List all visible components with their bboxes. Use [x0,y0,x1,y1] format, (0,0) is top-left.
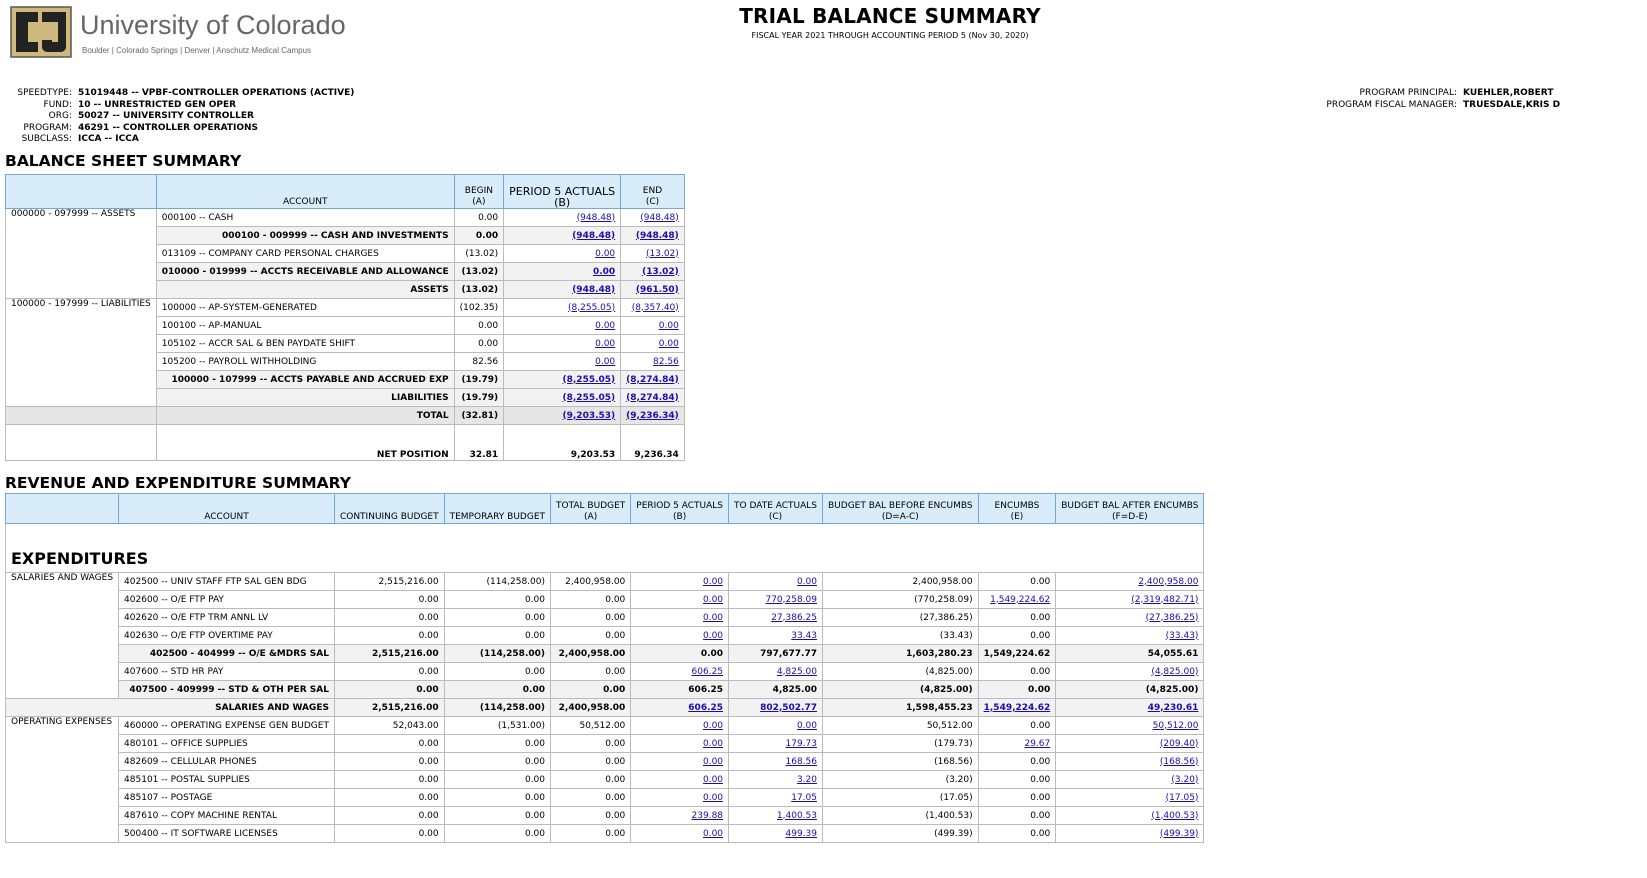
period-link[interactable]: 0.00 [702,792,724,803]
period-cell [631,825,729,843]
todate-cell [729,663,823,681]
todate-link[interactable]: 33.43 [791,630,817,641]
period-link[interactable]: 0.00 [702,594,724,605]
total-budget-cell: 0.00 [551,789,631,807]
begin-cell: 82.56 [454,353,504,371]
period-link[interactable]: 0.00 [595,320,616,331]
bal-after-cell [1056,753,1204,771]
account-cell: 402620 -- O/E FTP TRM ANNL LV [119,609,335,627]
bal-before-cell: 2,400,958.00 [823,573,979,591]
bal-after-link[interactable]: (4,825.00) [1151,666,1199,677]
account-cell: SALARIES AND WAGES [6,699,335,717]
total-budget-cell: 0.00 [551,807,631,825]
todate-cell [729,609,823,627]
continuing-cell: 0.00 [334,807,444,825]
bal-before-cell: 1,598,455.23 [823,699,979,717]
bal-after-cell [1056,735,1204,753]
begin-cell: (13.02) [454,281,504,299]
header-bal-before: BUDGET BAL BEFORE ENCUMBS (D=A-C) [823,494,979,524]
period-link[interactable]: (8,255.05) [562,392,616,403]
encumbs-link[interactable]: 29.67 [1024,738,1051,749]
account-cell: 105102 -- ACCR SAL & BEN PAYDATE SHIFT [156,335,454,353]
header-begin: BEGIN (A) [454,175,504,209]
temporary-cell: 0.00 [444,735,550,753]
todate-cell [729,573,823,591]
todate-cell [729,825,823,843]
begin-cell: (13.02) [454,263,504,281]
account-cell: 485107 -- POSTAGE [119,789,335,807]
begin-cell: 32.81 [454,425,504,461]
subtotal-row [6,699,1204,717]
account-cell: NET POSITION [156,425,454,461]
temporary-cell: 0.00 [444,807,550,825]
end-link[interactable]: (9,236.34) [626,410,679,421]
info-label: SPEEDTYPE: [17,88,72,98]
end-link[interactable]: 82.56 [653,356,679,367]
period-cell [631,573,729,591]
temporary-cell: 0.00 [444,609,550,627]
todate-link[interactable]: 0.00 [796,576,817,587]
temporary-cell: (114,258.00) [444,573,550,591]
todate-link[interactable]: 1,400.53 [776,810,817,821]
temporary-cell: 0.00 [444,591,550,609]
info-label: ORG: [48,111,72,121]
net-blank [6,425,157,461]
period-link[interactable]: 606.25 [688,702,724,713]
begin-cell: (19.79) [454,389,504,407]
bal-after-link[interactable]: (33.43) [1165,630,1199,641]
todate-link[interactable]: 17.05 [791,792,817,803]
temporary-cell: 0.00 [444,825,550,843]
bal-before-cell: (3.20) [823,771,979,789]
end-link[interactable]: (8,357.40) [631,302,679,313]
table-row [6,573,1204,591]
bal-after-cell [1056,717,1204,735]
temporary-cell: (114,258.00) [444,699,550,717]
bal-after-cell [1056,807,1204,825]
total-budget-cell: 50,512.00 [551,717,631,735]
todate-link[interactable]: 168.56 [785,756,817,767]
encumbs-cell: 0.00 [978,717,1056,735]
rev-exp-table [5,493,1204,843]
temporary-cell: (1,531.00) [444,717,550,735]
end-link[interactable]: (948.48) [640,212,679,223]
period-cell [631,789,729,807]
temporary-cell: 0.00 [444,627,550,645]
todate-cell [729,753,823,771]
table-row [6,807,1204,825]
bal-after-cell: 54,055.61 [1056,645,1204,663]
period-link[interactable]: 0.00 [702,774,724,785]
bal-before-cell: (4,825.00) [823,663,979,681]
total-budget-cell: 2,400,958.00 [551,645,631,663]
account-cell: 000100 - 009999 -- CASH AND INVESTMENTS [156,227,454,245]
bal-after-cell [1056,609,1204,627]
encumbs-cell: 0.00 [978,663,1056,681]
subtotal-row [6,681,1204,699]
header-account: ACCOUNT [119,494,335,524]
end-cell: 9,236.34 [621,425,685,461]
todate-cell [729,699,823,717]
info-value: 10 -- UNRESTRICTED GEN OPER [78,99,237,110]
encumbs-cell: 0.00 [978,627,1056,645]
report-subtitle: FISCAL YEAR 2021 THROUGH ACCOUNTING PERIOD 5 (Nov 30, 2020) [751,31,1029,40]
bal-before-cell: (770,258.09) [823,591,979,609]
header-encumbs: ENCUMBS (E) [978,494,1056,524]
todate-link[interactable]: 27,386.25 [771,612,817,623]
todate-link[interactable]: 770,258.09 [765,594,817,605]
bal-after-cell [1056,789,1204,807]
report-title: TRIAL BALANCE SUMMARY [739,4,1041,28]
account-cell: 100000 -- AP-SYSTEM-GENERATED [156,299,454,317]
campus-list: Boulder | Colorado Springs | Denver | Anschutz Medical Campus [82,46,312,55]
info-label: SUBCLASS: [21,134,72,144]
table-row [6,771,1204,789]
bal-before-cell: 1,603,280.23 [823,645,979,663]
period-link[interactable]: (8,255.05) [562,374,616,385]
period-cell [631,627,729,645]
period-cell [631,699,729,717]
continuing-cell: 2,515,216.00 [334,645,444,663]
period-link[interactable]: 0.00 [595,356,616,367]
period-link[interactable]: 0.00 [702,828,724,839]
table-row [6,591,1204,609]
table-row [6,209,685,227]
table-row [6,753,1204,771]
period-link[interactable]: 0.00 [595,338,616,349]
encumbs-cell: 0.00 [978,789,1056,807]
rev-exp-heading: REVENUE AND EXPENDITURE SUMMARY [5,474,351,492]
todate-cell [729,717,823,735]
continuing-cell: 0.00 [334,609,444,627]
category-assets: 000000 - 097999 -- ASSETS [6,209,157,299]
header-continuing: CONTINUING BUDGET [334,494,444,524]
bal-after-link[interactable]: (499.39) [1159,828,1199,839]
bal-after-cell [1056,663,1204,681]
header-total-budget: TOTAL BUDGET (A) [551,494,631,524]
continuing-cell: 52,043.00 [334,717,444,735]
account-cell: 000100 -- CASH [156,209,454,227]
period-link[interactable]: (948.48) [572,230,616,241]
account-cell: ASSETS [156,281,454,299]
info-value: KUEHLER,ROBERT [1463,88,1554,98]
period-cell [631,609,729,627]
bal-after-link[interactable]: (1,400.53) [1151,810,1199,821]
account-cell: 500400 -- IT SOFTWARE LICENSES [119,825,335,843]
bal-after-link[interactable]: (3.20) [1171,774,1199,785]
period-cell: 9,203.53 [504,425,621,461]
account-cell: 010000 - 019999 -- ACCTS RECEIVABLE AND ALLOWANCE [156,263,454,281]
account-cell: 482609 -- CELLULAR PHONES [119,753,335,771]
net-position-row [6,425,685,461]
period-cell [631,753,729,771]
table-row [6,789,1204,807]
header-end: END (C) [621,175,685,209]
todate-cell [729,591,823,609]
header-account: ACCOUNT [156,175,454,209]
table-row [6,609,1204,627]
bal-before-cell: (499.39) [823,825,979,843]
info-label: FUND: [43,99,72,110]
begin-cell: 0.00 [454,227,504,245]
total-budget-cell: 0.00 [551,735,631,753]
table-row [6,663,1204,681]
temporary-cell: 0.00 [444,663,550,681]
period-link[interactable]: (8,255.05) [568,302,616,313]
university-name: University of Colorado [80,10,346,40]
bal-before-cell: (27,386.25) [823,609,979,627]
continuing-cell: 0.00 [334,735,444,753]
temporary-cell: 0.00 [444,789,550,807]
header-bal-after: BUDGET BAL AFTER ENCUMBS (F=D-E) [1056,494,1204,524]
info-value: TRUESDALE,KRIS D [1463,99,1561,110]
table-row [6,717,1204,735]
temporary-cell: 0.00 [444,771,550,789]
info-value: ICCA -- ICCA [78,134,139,144]
encumbs-cell: 0.00 [978,609,1056,627]
bal-after-cell: (4,825.00) [1056,681,1204,699]
total-budget-cell: 0.00 [551,663,631,681]
cu-logo [10,6,346,58]
bal-after-cell [1056,573,1204,591]
begin-cell: (19.79) [454,371,504,389]
total-budget-cell: 0.00 [551,681,631,699]
todate-link[interactable]: 802,502.77 [760,702,817,713]
period-link[interactable]: (948.48) [572,284,616,295]
program-info-right [1300,88,1560,111]
period-cell [631,663,729,681]
bal-after-link[interactable]: 50,512.00 [1152,720,1199,731]
total-budget-cell: 0.00 [551,609,631,627]
bal-after-link[interactable]: 2,400,958.00 [1138,576,1199,587]
begin-cell: (32.81) [454,407,504,425]
temporary-cell: 0.00 [444,753,550,771]
encumbs-cell: 0.00 [978,771,1056,789]
account-cell: 480101 -- OFFICE SUPPLIES [119,735,335,753]
period-cell: 0.00 [631,645,729,663]
account-cell: 402500 -- UNIV STAFF FTP SAL GEN BDG [119,573,335,591]
end-link[interactable]: (8,274.84) [626,392,679,403]
account-cell: 407600 -- STD HR PAY [119,663,335,681]
table-row [6,825,1204,843]
period-link[interactable]: 0.00 [702,738,724,749]
continuing-cell: 0.00 [334,627,444,645]
encumbs-cell [978,735,1056,753]
total-budget-cell: 0.00 [551,753,631,771]
balance-sheet-table [5,174,685,461]
bal-after-link[interactable]: (2,319,482.71) [1131,594,1199,605]
period-link[interactable]: 0.00 [595,248,616,259]
bal-before-cell: (168.56) [823,753,979,771]
continuing-cell: 0.00 [334,681,444,699]
end-link[interactable]: 0.00 [658,320,679,331]
temporary-cell: 0.00 [444,681,550,699]
account-cell: TOTAL [156,407,454,425]
bal-before-cell: (179.73) [823,735,979,753]
bal-before-cell: 50,512.00 [823,717,979,735]
info-label: PROGRAM: [23,122,72,133]
expenditures-label: EXPENDITURES [6,524,1204,573]
program-info-left [0,88,354,146]
todate-link[interactable]: 0.00 [796,720,817,731]
encumbs-cell: 0.00 [978,807,1056,825]
continuing-cell: 0.00 [334,591,444,609]
begin-cell: 0.00 [454,317,504,335]
cu-logo-icon [10,6,72,58]
todate-cell [729,771,823,789]
encumbs-cell [978,699,1056,717]
period-cell [631,591,729,609]
table-row [6,735,1204,753]
todate-link[interactable]: 4,825.00 [776,666,817,677]
account-cell: 402500 - 404999 -- O/E &MDRS SAL [119,645,335,663]
bal-before-cell: (1,400.53) [823,807,979,825]
encumbs-cell: 0.00 [978,753,1056,771]
period-link[interactable]: 0.00 [702,630,724,641]
account-cell: 402630 -- O/E FTP OVERTIME PAY [119,627,335,645]
continuing-cell: 0.00 [334,753,444,771]
encumbs-cell: 1,549,224.62 [978,645,1056,663]
total-budget-cell: 2,400,958.00 [551,573,631,591]
header-blank [6,175,157,209]
bal-before-cell: (33.43) [823,627,979,645]
encumbs-cell [978,591,1056,609]
category-operating: OPERATING EXPENSES [6,717,119,843]
todate-link[interactable]: 179.73 [785,738,817,749]
continuing-cell: 0.00 [334,789,444,807]
encumbs-link[interactable]: 1,549,224.62 [983,702,1051,713]
end-link[interactable]: (961.50) [635,284,679,295]
info-value: 50027 -- UNIVERSITY CONTROLLER [78,111,254,121]
category-liabilities: 100000 - 197999 -- LIABILITIES [6,299,157,407]
bal-after-link[interactable]: (209.40) [1159,738,1199,749]
begin-cell: 0.00 [454,335,504,353]
continuing-cell: 0.00 [334,663,444,681]
total-blank [6,407,157,425]
account-cell: 485101 -- POSTAL SUPPLIES [119,771,335,789]
category-salaries: SALARIES AND WAGES [6,573,119,699]
bal-after-link[interactable]: (17.05) [1165,792,1199,803]
end-link[interactable]: (13.02) [642,266,679,277]
end-link[interactable]: 0.00 [658,338,679,349]
account-cell: 013109 -- COMPANY CARD PERSONAL CHARGES [156,245,454,263]
header-period: PERIOD 5 ACTUALS (B) [631,494,729,524]
account-cell: 487610 -- COPY MACHINE RENTAL [119,807,335,825]
account-cell: 100000 - 107999 -- ACCTS PAYABLE AND ACCRUED EXP [156,371,454,389]
encumbs-cell: 0.00 [978,573,1056,591]
todate-cell [729,735,823,753]
continuing-cell: 0.00 [334,771,444,789]
begin-cell: 0.00 [454,209,504,227]
begin-cell: (102.35) [454,299,504,317]
table-row [6,299,685,317]
bal-after-cell [1056,591,1204,609]
info-label: PROGRAM PRINCIPAL: [1359,88,1457,98]
period-link[interactable]: (948.48) [576,212,616,223]
encumbs-link[interactable]: 1,549,224.62 [990,594,1051,605]
end-link[interactable]: (8,274.84) [626,374,679,385]
period-link[interactable]: 0.00 [702,756,724,767]
period-cell [631,771,729,789]
period-cell: 606.25 [631,681,729,699]
period-cell [631,735,729,753]
todate-cell [729,807,823,825]
bal-after-link[interactable]: 49,230.61 [1147,702,1199,713]
info-value: 46291 -- CONTROLLER OPERATIONS [78,122,258,133]
bal-after-cell [1056,699,1204,717]
bal-after-cell [1056,825,1204,843]
account-cell: 460000 -- OPERATING EXPENSE GEN BUDGET [119,717,335,735]
todate-cell: 4,825.00 [729,681,823,699]
todate-cell [729,627,823,645]
bal-after-link[interactable]: (27,386.25) [1145,612,1199,623]
balance-sheet-heading: BALANCE SHEET SUMMARY [5,152,242,170]
period-link[interactable]: (9,203.53) [562,410,616,421]
period-cell [631,717,729,735]
end-link[interactable]: (948.48) [635,230,679,241]
todate-cell: 797,677.77 [729,645,823,663]
todate-cell [729,789,823,807]
todate-link[interactable]: 499.39 [785,828,817,839]
continuing-cell: 2,515,216.00 [334,699,444,717]
begin-cell: (13.02) [454,245,504,263]
end-link[interactable]: (13.02) [646,248,679,259]
account-cell: 105200 -- PAYROLL WITHHOLDING [156,353,454,371]
total-budget-cell: 0.00 [551,627,631,645]
header-period: PERIOD 5 ACTUALS (B) [504,175,621,209]
header-temporary: TEMPORARY BUDGET [444,494,550,524]
account-cell: 407500 - 409999 -- STD & OTH PER SAL [119,681,335,699]
period-link[interactable]: 239.88 [691,810,724,821]
report-title-block [640,4,1140,40]
continuing-cell: 0.00 [334,825,444,843]
total-budget-cell: 0.00 [551,825,631,843]
subtotal-row [6,645,1204,663]
total-budget-cell: 0.00 [551,771,631,789]
period-cell [631,807,729,825]
total-budget-cell: 0.00 [551,591,631,609]
bal-before-cell: (17.05) [823,789,979,807]
bal-before-cell: (4,825.00) [823,681,979,699]
bal-after-link[interactable]: (168.56) [1159,756,1199,767]
info-label: PROGRAM FISCAL MANAGER: [1326,99,1457,110]
info-value: 51019448 -- VPBF-CONTROLLER OPERATIONS (ACTIVE) [78,88,355,98]
continuing-cell: 2,515,216.00 [334,573,444,591]
account-cell: 402600 -- O/E FTP PAY [119,591,335,609]
period-link[interactable]: 0.00 [592,266,616,277]
encumbs-cell: 0.00 [978,681,1056,699]
period-link[interactable]: 0.00 [702,576,724,587]
header-todate: TO DATE ACTUALS (C) [729,494,823,524]
account-cell: LIABILITIES [156,389,454,407]
period-link[interactable]: 0.00 [702,720,724,731]
period-link[interactable]: 0.00 [702,612,724,623]
total-row [6,407,685,425]
bal-after-cell [1056,771,1204,789]
temporary-cell: (114,258.00) [444,645,550,663]
todate-link[interactable]: 3.20 [796,774,817,785]
table-row [6,627,1204,645]
total-budget-cell: 2,400,958.00 [551,699,631,717]
header-blank [6,494,119,524]
bal-after-cell [1056,627,1204,645]
account-cell: 100100 -- AP-MANUAL [156,317,454,335]
encumbs-cell: 0.00 [978,825,1056,843]
period-link[interactable]: 606.25 [691,666,724,677]
